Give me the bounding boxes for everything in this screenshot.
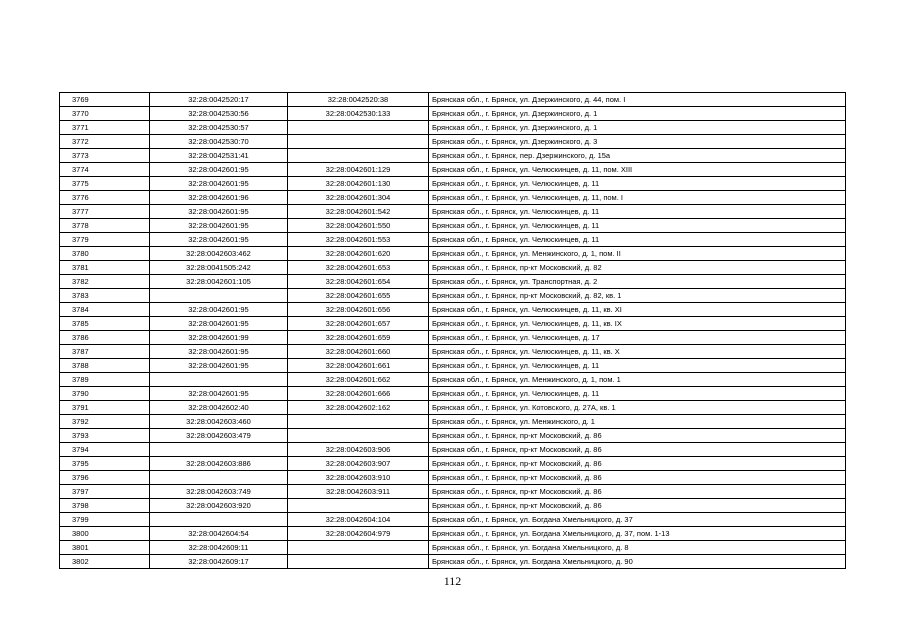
cell-row-number: 3802 xyxy=(60,555,150,569)
cell-row-number: 3795 xyxy=(60,457,150,471)
table-row xyxy=(60,443,846,457)
table-row xyxy=(60,163,846,177)
cell-row-number: 3770 xyxy=(60,107,150,121)
table-row xyxy=(60,233,846,247)
cell-row-number: 3799 xyxy=(60,513,150,527)
table-row xyxy=(60,471,846,485)
cell-parcel-number: 32:28:0042603:749 xyxy=(150,485,288,499)
cell-object-number: 32:28:0042601:542 xyxy=(288,205,429,219)
cell-parcel-number: 32:28:0042601:95 xyxy=(150,387,288,401)
cell-address: Брянская обл., г. Брянск, ул. Дзержинского, д. 1 xyxy=(429,107,846,121)
cell-object-number xyxy=(288,149,429,163)
cell-object-number: 32:28:0042603:911 xyxy=(288,485,429,499)
property-registry-table xyxy=(59,92,846,569)
cell-address: Брянская обл., г. Брянск, ул. Челюскинцев, д. 11 xyxy=(429,177,846,191)
table-row xyxy=(60,457,846,471)
cell-address: Брянская обл., г. Брянск, ул. Дзержинского, д. 44, пом. I xyxy=(429,93,846,107)
cell-row-number: 3791 xyxy=(60,401,150,415)
cell-object-number: 32:28:0042601:666 xyxy=(288,387,429,401)
cell-parcel-number: 32:28:0042530:57 xyxy=(150,121,288,135)
cell-parcel-number xyxy=(150,289,288,303)
cell-row-number: 3785 xyxy=(60,317,150,331)
cell-address: Брянская обл., г. Брянск, ул. Челюскинцев, д. 11, кв. XI xyxy=(429,303,846,317)
cell-address: Брянская обл., г. Брянск, ул. Челюскинцев, д. 17 xyxy=(429,331,846,345)
cell-parcel-number xyxy=(150,373,288,387)
cell-parcel-number: 32:28:0042520:17 xyxy=(150,93,288,107)
table-row xyxy=(60,373,846,387)
cell-parcel-number xyxy=(150,471,288,485)
cell-row-number: 3784 xyxy=(60,303,150,317)
cell-row-number: 3769 xyxy=(60,93,150,107)
table-row xyxy=(60,387,846,401)
cell-object-number: 32:28:0042601:654 xyxy=(288,275,429,289)
cell-object-number: 32:28:0042602:162 xyxy=(288,401,429,415)
cell-address: Брянская обл., г. Брянск, пр-кт Московский, д. 86 xyxy=(429,499,846,513)
page-number: 112 xyxy=(443,574,462,588)
table-row xyxy=(60,331,846,345)
cell-address: Брянская обл., г. Брянск, пр-кт Московский, д. 82, кв. 1 xyxy=(429,289,846,303)
cell-parcel-number: 32:28:0042530:70 xyxy=(150,135,288,149)
cell-address: Брянская обл., г. Брянск, ул. Транспортная, д. 2 xyxy=(429,275,846,289)
table-row xyxy=(60,107,846,121)
cell-address: Брянская обл., г. Брянск, пр-кт Московский, д. 82 xyxy=(429,261,846,275)
cell-parcel-number: 32:28:0042531:41 xyxy=(150,149,288,163)
cell-parcel-number: 32:28:0042601:95 xyxy=(150,205,288,219)
cell-object-number: 32:28:0042601:129 xyxy=(288,163,429,177)
cell-address: Брянская обл., г. Брянск, ул. Челюскинцев, д. 11, кв. IX xyxy=(429,317,846,331)
cell-row-number: 3774 xyxy=(60,163,150,177)
cell-parcel-number: 32:28:0042609:11 xyxy=(150,541,288,555)
cell-object-number: 32:28:0042601:130 xyxy=(288,177,429,191)
cell-address: Брянская обл., г. Брянск, ул. Менжинского, д. 1 xyxy=(429,415,846,429)
cell-address: Брянская обл., г. Брянск, ул. Богдана Хмельницкого, д. 8 xyxy=(429,541,846,555)
cell-object-number: 32:28:0042601:653 xyxy=(288,261,429,275)
cell-parcel-number: 32:28:0041505:242 xyxy=(150,261,288,275)
cell-object-number xyxy=(288,429,429,443)
cell-address: Брянская обл., г. Брянск, ул. Челюскинцев, д. 11 xyxy=(429,359,846,373)
cell-object-number: 32:28:0042604:104 xyxy=(288,513,429,527)
cell-object-number: 32:28:0042530:133 xyxy=(288,107,429,121)
cell-parcel-number: 32:28:0042609:17 xyxy=(150,555,288,569)
cell-parcel-number: 32:28:0042601:95 xyxy=(150,219,288,233)
table-row xyxy=(60,177,846,191)
cell-parcel-number: 32:28:0042603:920 xyxy=(150,499,288,513)
cell-parcel-number: 32:28:0042530:56 xyxy=(150,107,288,121)
cell-object-number: 32:28:0042601:550 xyxy=(288,219,429,233)
table-row xyxy=(60,261,846,275)
table-row xyxy=(60,541,846,555)
cell-row-number: 3787 xyxy=(60,345,150,359)
cell-address: Брянская обл., г. Брянск, пр-кт Московский, д. 86 xyxy=(429,457,846,471)
cell-parcel-number: 32:28:0042601:99 xyxy=(150,331,288,345)
table-row xyxy=(60,149,846,163)
cell-parcel-number: 32:28:0042601:95 xyxy=(150,163,288,177)
cell-parcel-number: 32:28:0042601:95 xyxy=(150,345,288,359)
table-row xyxy=(60,499,846,513)
cell-object-number: 32:28:0042601:620 xyxy=(288,247,429,261)
cell-parcel-number: 32:28:0042601:95 xyxy=(150,233,288,247)
table-row xyxy=(60,415,846,429)
cell-address: Брянская обл., г. Брянск, ул. Челюскинцев, д. 11, пом. XIII xyxy=(429,163,846,177)
table-row xyxy=(60,303,846,317)
cell-address: Брянская обл., г. Брянск, пр-кт Московский, д. 86 xyxy=(429,485,846,499)
table-row xyxy=(60,555,846,569)
cell-row-number: 3786 xyxy=(60,331,150,345)
cell-address: Брянская обл., г. Брянск, пер. Дзержинского, д. 15а xyxy=(429,149,846,163)
cell-row-number: 3790 xyxy=(60,387,150,401)
cell-object-number: 32:28:0042601:662 xyxy=(288,373,429,387)
cell-row-number: 3781 xyxy=(60,261,150,275)
cell-object-number xyxy=(288,555,429,569)
cell-address: Брянская обл., г. Брянск, ул. Менжинского, д. 1, пом. II xyxy=(429,247,846,261)
cell-address: Брянская обл., г. Брянск, ул. Дзержинского, д. 3 xyxy=(429,135,846,149)
cell-object-number: 32:28:0042603:910 xyxy=(288,471,429,485)
cell-row-number: 3797 xyxy=(60,485,150,499)
cell-address: Брянская обл., г. Брянск, ул. Челюскинцев, д. 11 xyxy=(429,219,846,233)
cell-row-number: 3780 xyxy=(60,247,150,261)
cell-object-number xyxy=(288,415,429,429)
table-row xyxy=(60,275,846,289)
cell-address: Брянская обл., г. Брянск, пр-кт Московский, д. 86 xyxy=(429,443,846,457)
cell-row-number: 3793 xyxy=(60,429,150,443)
cell-row-number: 3773 xyxy=(60,149,150,163)
table-row xyxy=(60,135,846,149)
cell-address: Брянская обл., г. Брянск, ул. Челюскинцев, д. 11, кв. X xyxy=(429,345,846,359)
table-row xyxy=(60,247,846,261)
cell-parcel-number: 32:28:0042601:96 xyxy=(150,191,288,205)
cell-parcel-number: 32:28:0042603:462 xyxy=(150,247,288,261)
cell-address: Брянская обл., г. Брянск, ул. Дзержинского, д. 1 xyxy=(429,121,846,135)
cell-parcel-number: 32:28:0042603:886 xyxy=(150,457,288,471)
cell-object-number: 32:28:0042604:979 xyxy=(288,527,429,541)
cell-row-number: 3775 xyxy=(60,177,150,191)
cell-object-number xyxy=(288,135,429,149)
cell-parcel-number: 32:28:0042604:54 xyxy=(150,527,288,541)
cell-parcel-number: 32:28:0042601:95 xyxy=(150,303,288,317)
table-row xyxy=(60,401,846,415)
cell-object-number: 32:28:0042601:661 xyxy=(288,359,429,373)
table-row xyxy=(60,317,846,331)
cell-parcel-number: 32:28:0042603:479 xyxy=(150,429,288,443)
table-row xyxy=(60,513,846,527)
cell-object-number: 32:28:0042601:553 xyxy=(288,233,429,247)
cell-row-number: 3772 xyxy=(60,135,150,149)
table-row xyxy=(60,485,846,499)
cell-parcel-number xyxy=(150,443,288,457)
cell-row-number: 3778 xyxy=(60,219,150,233)
cell-object-number: 32:28:0042603:906 xyxy=(288,443,429,457)
cell-row-number: 3798 xyxy=(60,499,150,513)
cell-row-number: 3779 xyxy=(60,233,150,247)
registry-body xyxy=(60,93,846,569)
cell-address: Брянская обл., г. Брянск, ул. Богдана Хмельницкого, д. 37 xyxy=(429,513,846,527)
cell-row-number: 3800 xyxy=(60,527,150,541)
cell-address: Брянская обл., г. Брянск, ул. Котовского, д. 27А, кв. 1 xyxy=(429,401,846,415)
cell-row-number: 3776 xyxy=(60,191,150,205)
cell-parcel-number: 32:28:0042603:460 xyxy=(150,415,288,429)
table-row xyxy=(60,345,846,359)
table-row xyxy=(60,527,846,541)
cell-row-number: 3777 xyxy=(60,205,150,219)
table-row xyxy=(60,219,846,233)
cell-object-number: 32:28:0042601:660 xyxy=(288,345,429,359)
cell-row-number: 3771 xyxy=(60,121,150,135)
cell-address: Брянская обл., г. Брянск, ул. Богдана Хмельницкого, д. 90 xyxy=(429,555,846,569)
cell-row-number: 3788 xyxy=(60,359,150,373)
cell-parcel-number: 32:28:0042601:95 xyxy=(150,317,288,331)
cell-object-number: 32:28:0042520:38 xyxy=(288,93,429,107)
cell-address: Брянская обл., г. Брянск, ул. Челюскинцев, д. 11 xyxy=(429,233,846,247)
cell-address: Брянская обл., г. Брянск, пр-кт Московский, д. 86 xyxy=(429,429,846,443)
table-row xyxy=(60,121,846,135)
cell-row-number: 3792 xyxy=(60,415,150,429)
table-row xyxy=(60,359,846,373)
table-row xyxy=(60,429,846,443)
cell-object-number: 32:28:0042603:907 xyxy=(288,457,429,471)
cell-parcel-number: 32:28:0042602:40 xyxy=(150,401,288,415)
cell-object-number: 32:28:0042601:659 xyxy=(288,331,429,345)
cell-address: Брянская обл., г. Брянск, пр-кт Московский, д. 86 xyxy=(429,471,846,485)
cell-row-number: 3783 xyxy=(60,289,150,303)
cell-object-number xyxy=(288,121,429,135)
cell-parcel-number: 32:28:0042601:105 xyxy=(150,275,288,289)
table-row xyxy=(60,205,846,219)
cell-object-number xyxy=(288,541,429,555)
cell-row-number: 3782 xyxy=(60,275,150,289)
cell-object-number: 32:28:0042601:656 xyxy=(288,303,429,317)
cell-parcel-number xyxy=(150,513,288,527)
cell-object-number: 32:28:0042601:657 xyxy=(288,317,429,331)
cell-object-number: 32:28:0042601:304 xyxy=(288,191,429,205)
cell-object-number xyxy=(288,499,429,513)
cell-address: Брянская обл., г. Брянск, ул. Челюскинцев, д. 11 xyxy=(429,387,846,401)
cell-parcel-number: 32:28:0042601:95 xyxy=(150,359,288,373)
cell-address: Брянская обл., г. Брянск, ул. Богдана Хмельницкого, д. 37, пом. 1-13 xyxy=(429,527,846,541)
cell-address: Брянская обл., г. Брянск, ул. Менжинского, д. 1, пом. 1 xyxy=(429,373,846,387)
cell-address: Брянская обл., г. Брянск, ул. Челюскинцев, д. 11, пом. I xyxy=(429,191,846,205)
cell-parcel-number: 32:28:0042601:95 xyxy=(150,177,288,191)
cell-object-number: 32:28:0042601:655 xyxy=(288,289,429,303)
cell-row-number: 3796 xyxy=(60,471,150,485)
table-row xyxy=(60,93,846,107)
table-row xyxy=(60,289,846,303)
cell-row-number: 3801 xyxy=(60,541,150,555)
cell-address: Брянская обл., г. Брянск, ул. Челюскинцев, д. 11 xyxy=(429,205,846,219)
table-row xyxy=(60,191,846,205)
cell-row-number: 3794 xyxy=(60,443,150,457)
cell-row-number: 3789 xyxy=(60,373,150,387)
